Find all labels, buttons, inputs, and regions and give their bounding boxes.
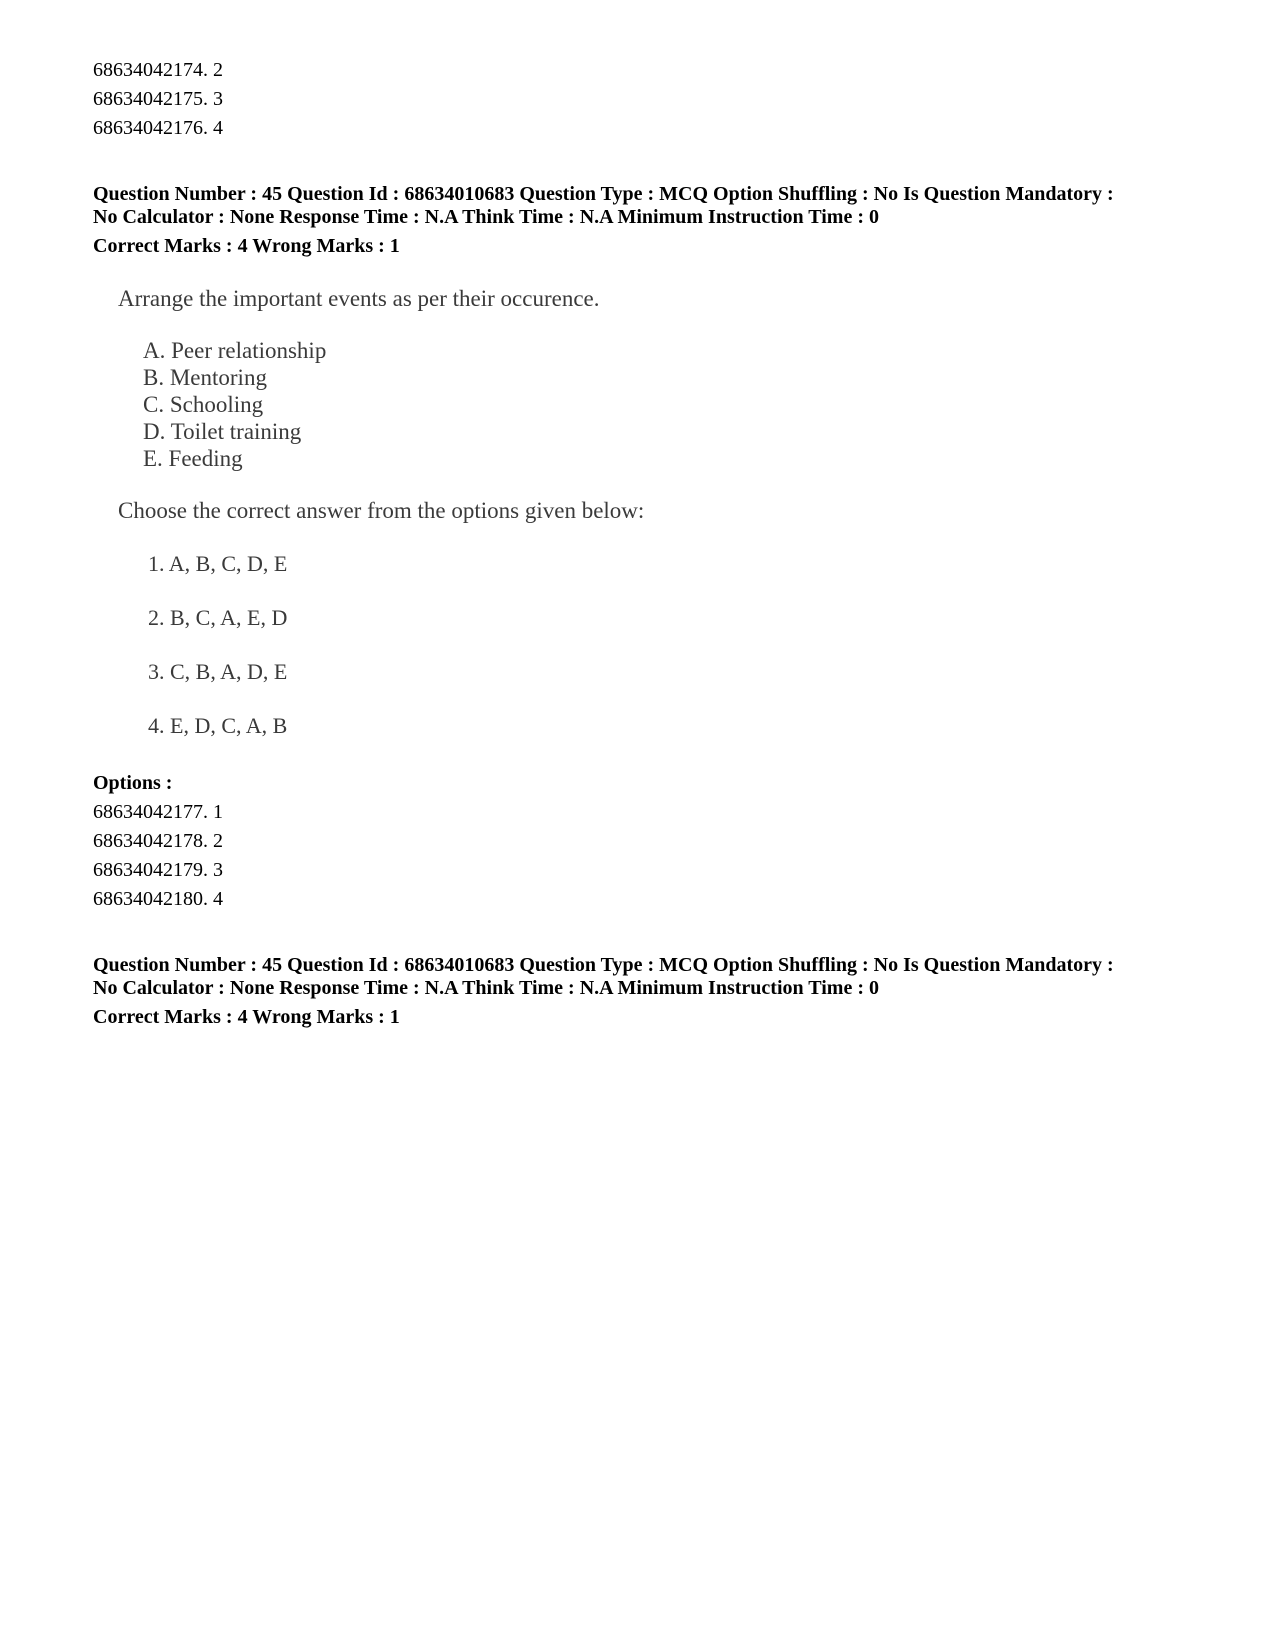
- prev-option-2: 68634042175. 3: [93, 88, 223, 110]
- question-meta-line-1: Question Number : 45 Question Id : 68634010683 Question Type : MCQ Option Shuffling : No Is Question Mandatory :: [93, 183, 1114, 205]
- question-choice-4: 4. E, D, C, A, B: [148, 713, 288, 738]
- options-label: Options :: [93, 772, 173, 794]
- question-meta-line-2: No Calculator : None Response Time : N.A Think Time : N.A Minimum Instruction Time : 0: [93, 206, 879, 228]
- prev-option-3: 68634042176. 4: [93, 117, 223, 139]
- question2-meta-line-2: No Calculator : None Response Time : N.A Think Time : N.A Minimum Instruction Time : 0: [93, 977, 879, 999]
- question-choice-1: 1. A, B, C, D, E: [148, 551, 288, 576]
- option-4: 68634042180. 4: [93, 888, 223, 910]
- question2-meta-line-1: Question Number : 45 Question Id : 68634010683 Question Type : MCQ Option Shuffling : No Is Question Mandatory :: [93, 954, 1114, 976]
- question-choice-2: 2. B, C, A, E, D: [148, 605, 288, 630]
- prev-option-1: 68634042174. 2: [93, 59, 223, 81]
- question-item-b: B. Mentoring: [143, 365, 267, 390]
- option-2: 68634042178. 2: [93, 830, 223, 852]
- question-choose-text: Choose the correct answer from the options given below:: [118, 498, 645, 523]
- question-item-c: C. Schooling: [143, 392, 264, 417]
- question-choice-3: 3. C, B, A, D, E: [148, 659, 288, 684]
- question-item-d: D. Toilet training: [143, 419, 302, 444]
- question-item-e: E. Feeding: [143, 446, 243, 471]
- question-marks: Correct Marks : 4 Wrong Marks : 1: [93, 235, 400, 257]
- question-item-a: A. Peer relationship: [143, 338, 327, 363]
- question2-marks: Correct Marks : 4 Wrong Marks : 1: [93, 1006, 400, 1028]
- question-prompt: Arrange the important events as per their occurence.: [118, 286, 600, 311]
- option-1: 68634042177. 1: [93, 801, 223, 823]
- option-3: 68634042179. 3: [93, 859, 223, 881]
